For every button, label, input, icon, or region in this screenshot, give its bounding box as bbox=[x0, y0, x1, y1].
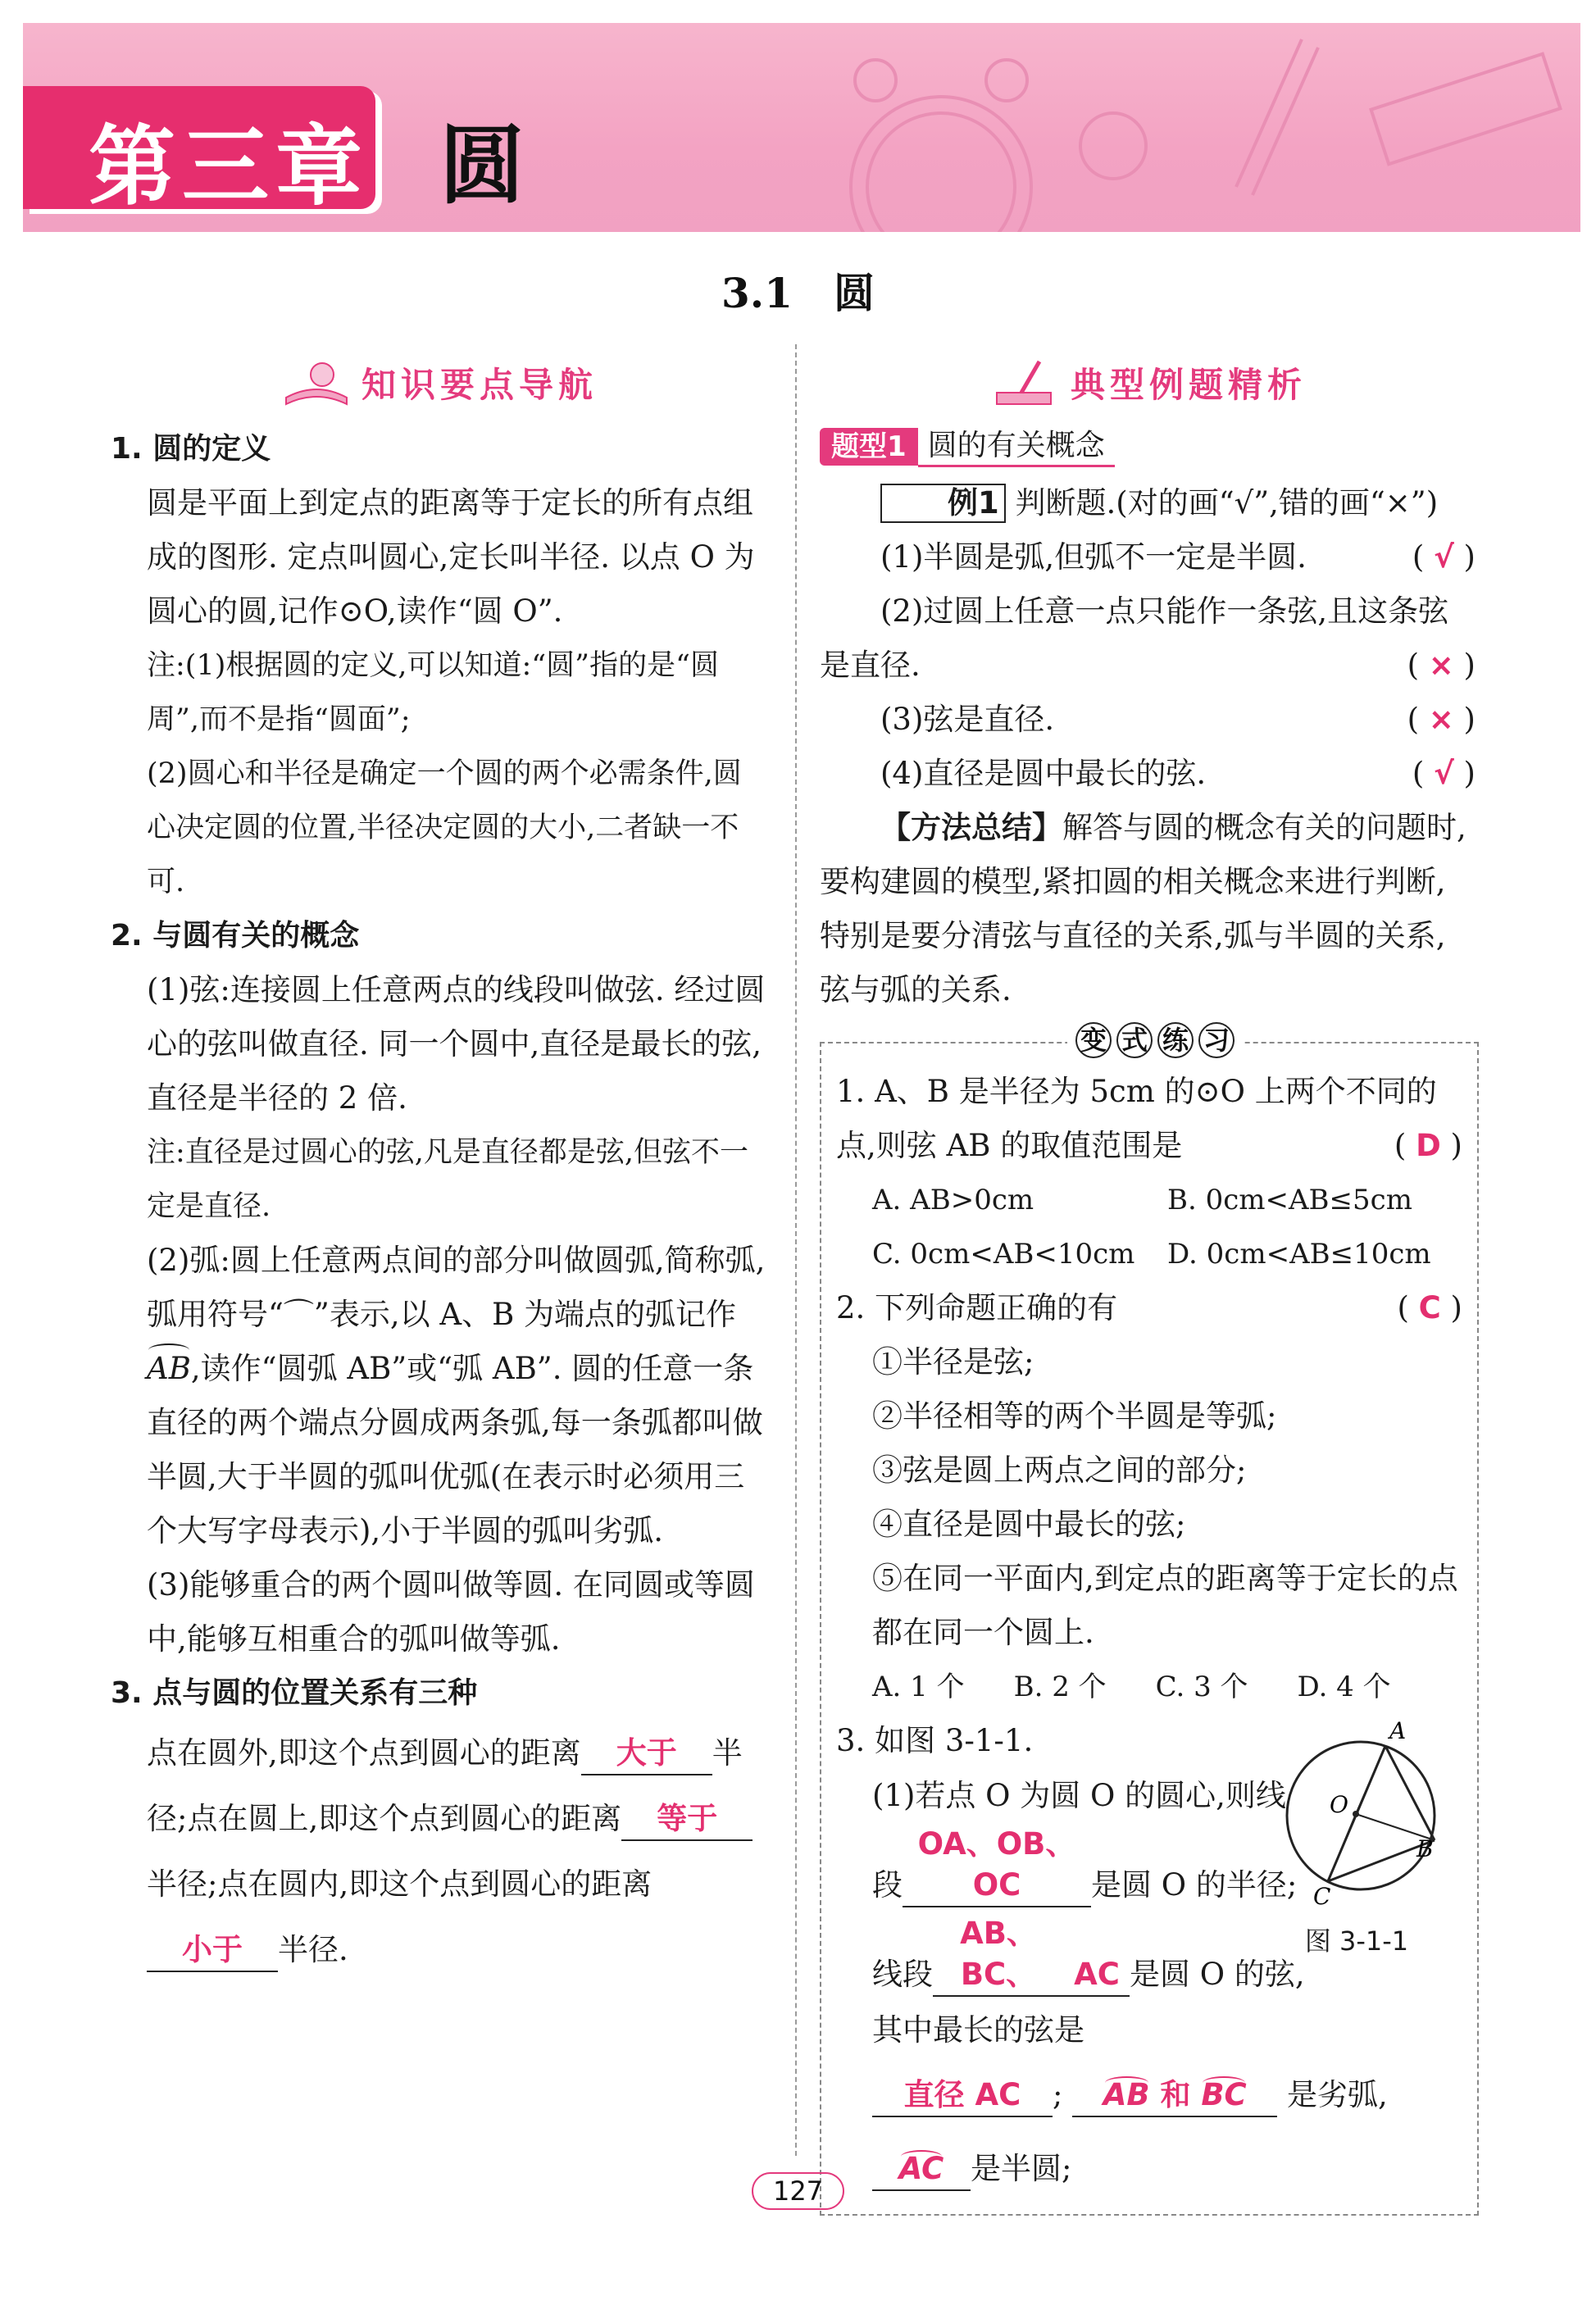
example-item-1: (1)半圆是弧,但弧不一定是半圆. ( √ ) bbox=[880, 539, 1476, 575]
q2-statement-4: ④直径是圆中最长的弦; bbox=[872, 1507, 1186, 1542]
q1-option-b: B. 0cm<AB≤5cm bbox=[1167, 1184, 1412, 1216]
example-answer-2: × bbox=[1428, 648, 1454, 683]
question-2: 2. 下列命题正确的有 ( C ) bbox=[836, 1290, 1462, 1325]
q2-statement-5: ⑤在同一平面内,到定点的距离等于定长的点都在同一个圆上. bbox=[872, 1561, 1458, 1650]
question-1: 1. A、B 是半径为 5cm 的⊙O 上两个不同的点,则弦 AB 的取值范围是 ( D ) bbox=[836, 1074, 1462, 1163]
example-item-2: (2)过圆上任意一点只能作一条弦,且这条弦是直径. ( × ) bbox=[820, 593, 1476, 683]
arc-definition: (2)弧:圆上任意两点间的部分叫做圆弧,简称弧,弧用符号“⌒”表示,以 A、B 为端点的弧记作AB,读作“圆弧 AB”或“弧 AB”. 圆的任意一条直径的两个端点分圆成两条弧,每一条弧都叫做半圆,大于半圆的弧叫优弧(在表示时必须用三个大写字母表示),小于半圆的弧叫劣弧. bbox=[147, 1243, 766, 1548]
fig-label-o: O bbox=[1330, 1791, 1348, 1818]
example-heading bbox=[820, 348, 1476, 422]
q2-option-a: A. 1 个 bbox=[872, 1671, 965, 1703]
example-intro: 例1 判断题.(对的画“√”,错的画“×”) bbox=[820, 476, 1476, 530]
q1-answer: D bbox=[1416, 1128, 1441, 1163]
chapter-title: 圆 bbox=[439, 116, 525, 216]
chapter-number-tag bbox=[23, 86, 375, 217]
section-title: 3.1 圆 bbox=[721, 269, 875, 317]
practice-box bbox=[820, 1025, 1479, 2216]
knowledge-heading bbox=[111, 348, 766, 422]
answer-blank-3: 小于 bbox=[147, 1930, 278, 1972]
practice-tag: 变 式 练 习 bbox=[1067, 1022, 1243, 1058]
page-number: 127 bbox=[0, 2172, 1596, 2210]
q3-blank-radii: OA、OB、OC bbox=[903, 1824, 1091, 1907]
q2-option-b: B. 2 个 bbox=[1013, 1671, 1107, 1703]
chord-definition: (1)弦:连接圆上任意两点的线段叫做弦. 经过圆心的弦叫做直径. 同一个圆中,直径是最长的弦,直径是半径的 2 倍. bbox=[147, 972, 766, 1116]
example-column bbox=[820, 348, 1476, 2216]
q2-options bbox=[836, 1660, 1462, 1714]
example-item-4: (4)直径是圆中最长的弦. ( √ ) bbox=[880, 756, 1476, 791]
definition-note-2: (2)圆心和半径是确定一个圆的两个必需条件,圆心决定圆的位置,半径决定圆的大小,二者缺一不可. bbox=[147, 757, 742, 898]
q2-option-c: C. 3 个 bbox=[1155, 1671, 1248, 1703]
q2-statement-3: ③弦是圆上两点之间的部分; bbox=[872, 1453, 1247, 1488]
example-answer-1: √ bbox=[1434, 539, 1454, 575]
type-label: 圆的有关概念 bbox=[918, 427, 1115, 467]
figure-3-1-1 bbox=[1271, 1717, 1443, 1968]
fig-label-c: C bbox=[1313, 1883, 1331, 1910]
q3-blank-minor-arcs: AB 和 BC bbox=[1072, 2075, 1277, 2117]
q3-blank-longest: 直径 AC bbox=[872, 2075, 1053, 2117]
example-item-3: (3)弦是直径. ( × ) bbox=[880, 702, 1476, 737]
answer-blank-1: 大于 bbox=[581, 1733, 712, 1775]
q1-option-a: A. AB>0cm bbox=[872, 1184, 1034, 1216]
knowledge-heading-text: 知识要点导航 bbox=[361, 365, 598, 405]
method-label: 【方法总结】 bbox=[880, 810, 1062, 845]
example-items bbox=[820, 530, 1476, 801]
q1-option-d: D. 0cm<AB≤10cm bbox=[1167, 1238, 1431, 1271]
q2-option-d: D. 4 个 bbox=[1297, 1671, 1391, 1703]
q3-blank-semicircle: AC bbox=[872, 2148, 971, 2191]
section-1-title: 1. 圆的定义 bbox=[111, 432, 271, 466]
type-tag: 题型1 bbox=[820, 428, 918, 466]
q2-statement-1: ①半径是弦; bbox=[872, 1344, 1034, 1380]
q1-option-c: C. 0cm<AB<10cm bbox=[872, 1238, 1135, 1271]
question-3 bbox=[836, 1714, 1462, 2206]
chapter-label: 第三章 bbox=[89, 116, 369, 217]
knowledge-column bbox=[111, 348, 766, 1983]
circle-figure bbox=[1271, 1717, 1443, 1914]
equal-circle-definition: (3)能够重合的两个圆叫做等圆. 在同圆或等圆中,能够互相重合的弧叫做等弧. bbox=[147, 1567, 755, 1657]
answer-blank-2: 等于 bbox=[621, 1798, 753, 1841]
definition-note-1: 注:(1)根据圆的定义,可以知道:“圆”指的是“圆周”,而不是指“圆面”; bbox=[147, 649, 719, 736]
figure-caption: 图 3-1-1 bbox=[1304, 1925, 1409, 1957]
q3-blank-chord-ac: AC bbox=[1064, 1954, 1130, 1997]
book-icon bbox=[280, 357, 353, 414]
q2-statement-2: ②半径相等的两个半圆是等弧; bbox=[872, 1398, 1277, 1434]
q2-answer: C bbox=[1418, 1290, 1441, 1325]
arc-ab-symbol: AB bbox=[147, 1342, 191, 1396]
question-type bbox=[820, 422, 1476, 471]
method-summary: 【方法总结】解答与圆的概念有关的问题时,要构建圆的模型,紧扣圆的相关概念来进行判断,特别是要分清弦与直径的关系,弧与半圆的关系,弦与弧的关系. bbox=[820, 810, 1466, 1007]
q1-options bbox=[836, 1173, 1462, 1281]
point-circle-relation: 点在圆外,即这个点到圆心的距离 大于 半径;点在圆上,即这个点到圆心的距离 等于半径;点在圆内,即这个点到圆心的距离小于 半径. bbox=[111, 1721, 766, 1983]
column-divider bbox=[795, 344, 797, 2156]
example-heading-text: 典型例题精析 bbox=[1070, 365, 1307, 405]
q3-part-2: 直径 AC ; AB 和 BC 是劣弧,AC 是半圆; bbox=[836, 2058, 1462, 2206]
q3-blank-chords: AB、BC、 bbox=[933, 1913, 1064, 1997]
q3-title: 3. 如图 3-1-1. bbox=[836, 1723, 1034, 1758]
example-answer-3: × bbox=[1428, 702, 1454, 737]
chapter-banner bbox=[23, 23, 1580, 232]
fig-label-a: A bbox=[1389, 1717, 1407, 1744]
q2-statements bbox=[836, 1335, 1462, 1660]
section-3-title: 3. 点与圆的位置关系有三种 bbox=[111, 1676, 478, 1710]
fig-label-b: B bbox=[1416, 1835, 1434, 1862]
example-answer-4: √ bbox=[1434, 756, 1454, 791]
q3-part-1: (1)若点 O 为圆 O 的圆心,则线段OA、OB、OC 是圆 O 的半径;线段AB、BC、 AC 是圆 O 的弦,其中最长的弦是 bbox=[872, 1778, 1305, 2048]
circle-definition: 圆是平面上到定点的距离等于定长的所有点组成的图形. 定点叫圆心,定长叫半径. 以点 O 为圆心的圆,记作⊙O,读作“圆 O”. bbox=[147, 485, 755, 629]
section-2-title: 2. 与圆有关的概念 bbox=[111, 919, 360, 952]
chord-note: 注:直径是过圆心的弦,凡是直径都是弦,但弦不一定是直径. bbox=[147, 1136, 749, 1223]
pencil-books-icon bbox=[989, 357, 1062, 414]
example-label: 例1 bbox=[880, 484, 1006, 523]
